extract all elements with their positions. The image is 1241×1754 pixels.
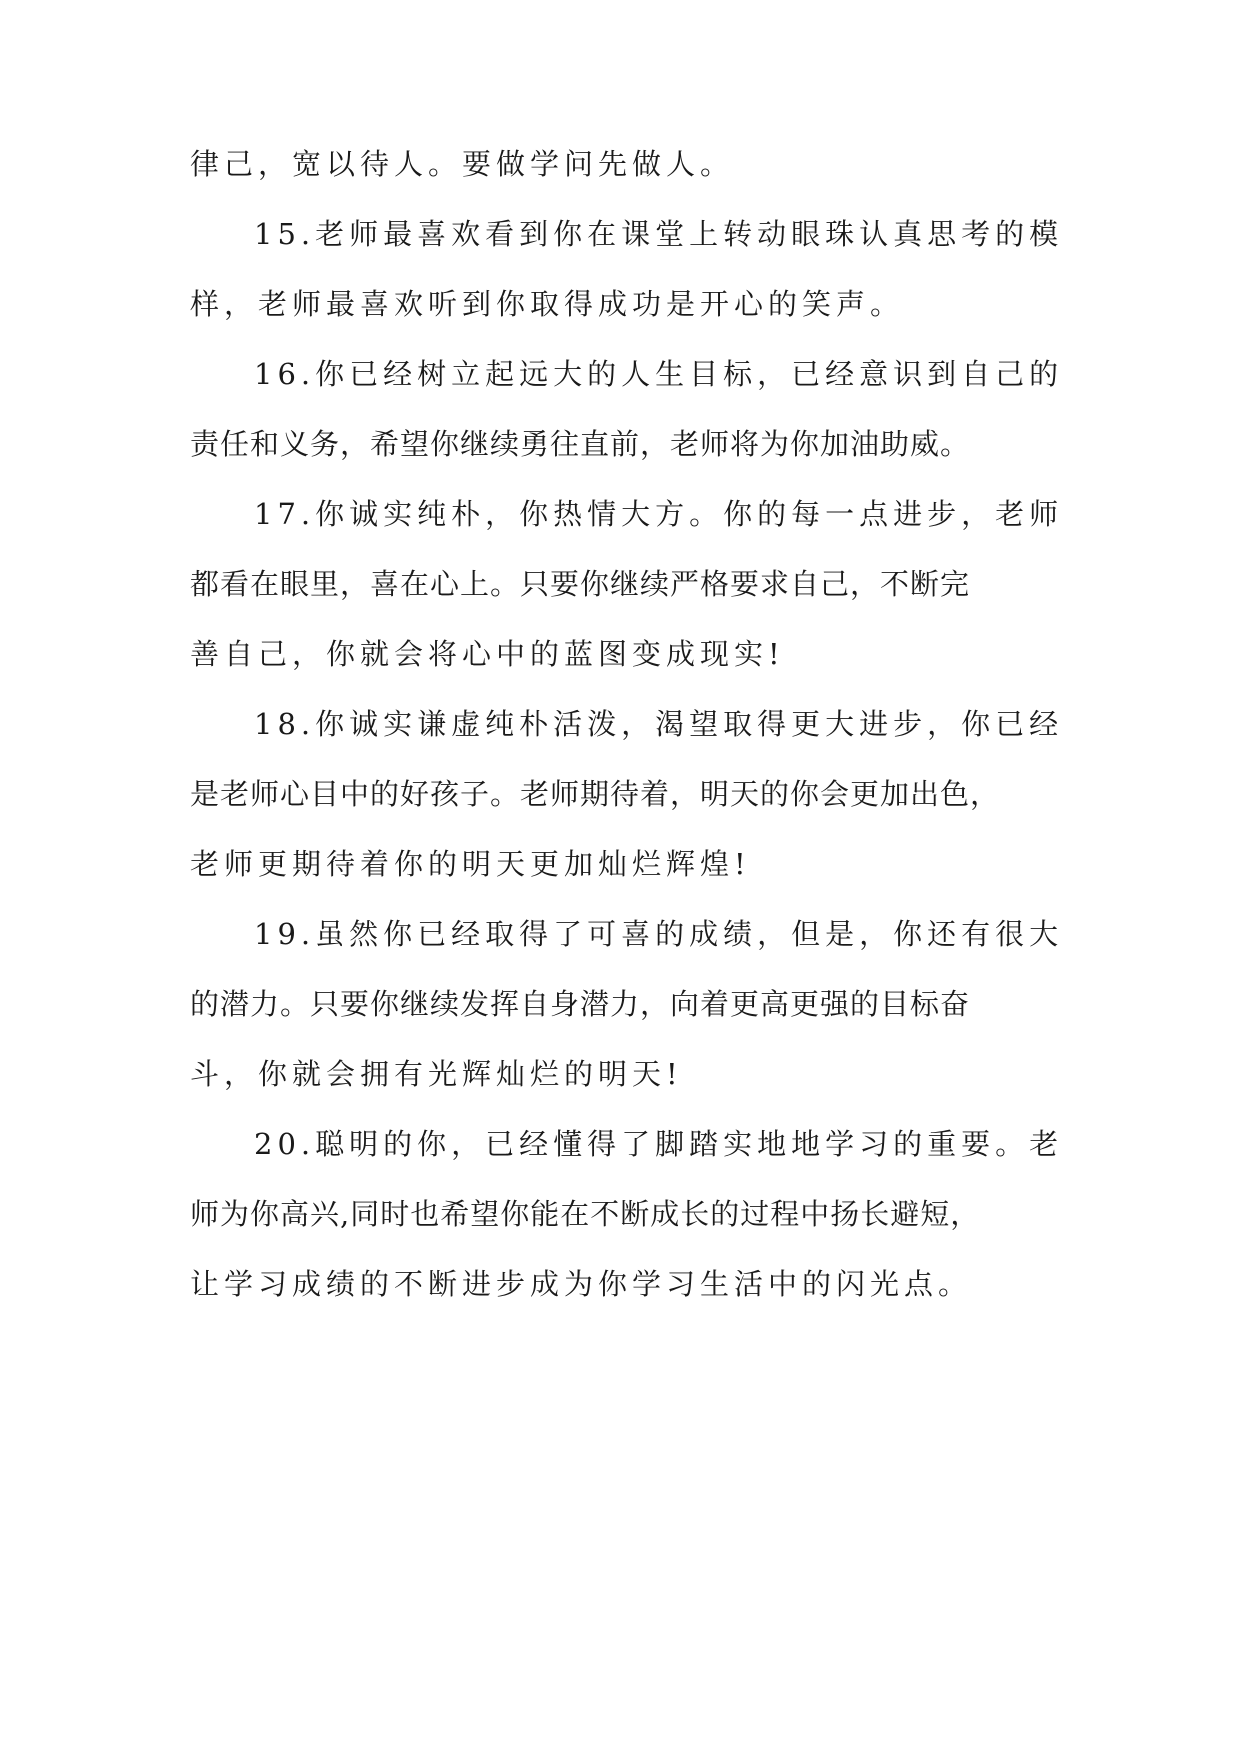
text-line: 19.虽然你已经取得了可喜的成绩，但是，你还有很大 bbox=[254, 917, 1064, 951]
text-line: 15.老师最喜欢看到你在课堂上转动眼珠认真思考的模 bbox=[254, 217, 1064, 251]
text-line: 样，老师最喜欢听到你取得成功是开心的笑声。 bbox=[190, 287, 905, 321]
text-line: 师为你高兴,同时也希望你能在不断成长的过程中扬长避短， bbox=[190, 1197, 981, 1231]
text-line: 责任和义务，希望你继续勇往直前，老师将为你加油助威。 bbox=[190, 427, 971, 461]
text-line: 让学习成绩的不断进步成为你学习生活中的闪光点。 bbox=[190, 1267, 973, 1301]
text-line: 是老师心目中的好孩子。老师期待着，明天的你会更加出色， bbox=[190, 777, 1001, 811]
text-line: 16.你已经树立起远大的人生目标，已经意识到自己的 bbox=[254, 357, 1064, 391]
text-line: 斗，你就会拥有光辉灿烂的明天! bbox=[190, 1057, 683, 1091]
text-line: 善自己，你就会将心中的蓝图变成现实! bbox=[190, 637, 785, 671]
document-body bbox=[190, 147, 1064, 1340]
text-line: 18.你诚实谦虚纯朴活泼，渴望取得更大进步，你已经 bbox=[254, 707, 1064, 741]
text-line: 律己，宽以待人。要做学问先做人。 bbox=[190, 147, 735, 181]
text-line: 20.聪明的你，已经懂得了脚踏实地地学习的重要。老 bbox=[254, 1127, 1064, 1161]
text-line: 的潜力。只要你继续发挥自身潜力，向着更高更强的目标奋 bbox=[190, 987, 971, 1021]
text-line: 17.你诚实纯朴，你热情大方。你的每一点进步，老师 bbox=[254, 497, 1064, 531]
text-line: 老师更期待着你的明天更加灿烂辉煌! bbox=[190, 847, 751, 881]
text-line: 都看在眼里，喜在心上。只要你继续严格要求自己，不断完 bbox=[190, 567, 971, 601]
